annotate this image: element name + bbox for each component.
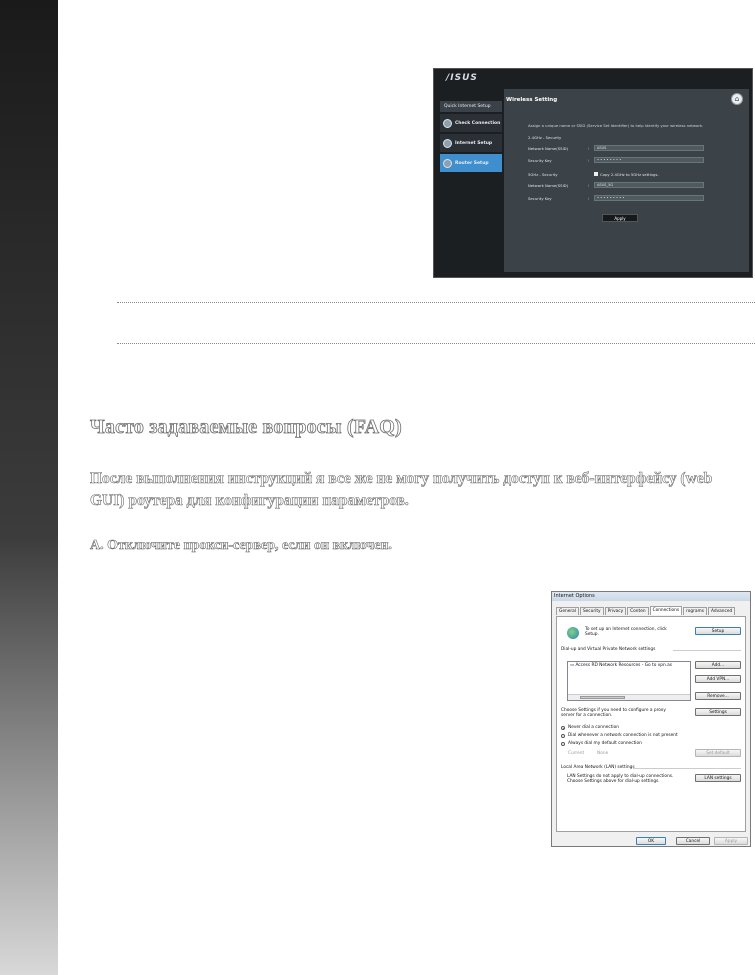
dialog-tabs (556, 607, 736, 615)
router-sidebar (440, 101, 502, 174)
add-button[interactable]: Add... (695, 661, 741, 669)
globe-icon (567, 627, 579, 639)
lan-header: Local Area Network (LAN) settings (561, 765, 635, 770)
dialup-header: Dial-up and Virtual Private Network settings (561, 647, 656, 652)
router-main-panel (504, 89, 749, 272)
tab-privacy[interactable]: Privacy (605, 607, 627, 615)
list-item[interactable] (570, 663, 672, 669)
current-label: Current (568, 751, 585, 756)
faq-question (90, 468, 755, 512)
ssid-5-input[interactable]: ASUS_5G (594, 182, 704, 188)
apply-dialog-button[interactable]: Apply (714, 837, 748, 845)
faq-question-line: После выполнения инструкций я все же не могу получить доступ к веб-интерфейсу (web (90, 470, 713, 487)
cancel-button[interactable]: Cancel (676, 837, 710, 845)
tab-general[interactable]: General (556, 607, 579, 615)
ok-button[interactable]: OK (636, 837, 666, 845)
tab-content[interactable]: Conten (627, 607, 648, 615)
asus-logo: /ISUS (446, 73, 478, 83)
key-5-label: Security Key (528, 196, 552, 201)
router-screenshot (433, 68, 753, 278)
key-24-row (528, 158, 728, 164)
radio-always-label: Always dial my default connection (568, 741, 642, 746)
ssid-5-label: Network Name(SSID) (528, 183, 569, 188)
current-value: None (597, 751, 609, 756)
internet-setup-icon (443, 139, 452, 148)
lan-text: LAN Settings do not apply to dial-up connections. (567, 774, 674, 779)
setup-text: Setup. (585, 632, 599, 637)
key-24-label: Security Key (528, 158, 552, 163)
router-sidebar-title: Quick Internet Setup (440, 101, 502, 112)
info-icon: ! (588, 158, 590, 163)
ssid-24-row (528, 146, 728, 152)
choose-settings-text: Choose Settings if you need to configure a proxy (561, 708, 666, 713)
band-24-label: 2.4GHz - Security (528, 135, 562, 140)
info-icon: ! (588, 196, 590, 201)
set-default-button[interactable]: Set default (695, 749, 741, 757)
nav-label: Check Connection (455, 120, 501, 126)
remove-button[interactable]: Remove... (695, 692, 741, 700)
choose-settings-text: server for a connection. (561, 713, 613, 718)
band-5-row (528, 172, 728, 178)
faq-question-line: GUI) роутера для конфигурации параметров. (90, 492, 409, 509)
nav-label: Router Setup (455, 160, 489, 166)
copy-settings-checkbox[interactable] (594, 172, 598, 176)
nav-router-setup[interactable] (440, 154, 502, 172)
setup-text: To set up an Internet connection, click (585, 627, 667, 632)
add-vpn-button[interactable]: Add VPN... (695, 675, 741, 683)
router-page-title: Wireless Setting (506, 97, 558, 103)
nav-internet-setup[interactable] (440, 134, 502, 152)
band-5-label: 5GHz - Security (528, 172, 558, 177)
scroll-thumb[interactable] (580, 696, 625, 699)
radio-whenever-label: Dial whenever a network connection is not present (568, 733, 678, 738)
ssid-5-row (528, 183, 728, 189)
info-icon: ! (588, 146, 590, 151)
radio-never-dial[interactable] (561, 726, 565, 730)
radio-never-label: Never dial a connection (568, 725, 619, 730)
dialog-title: Internet Options (552, 592, 750, 601)
connections-list[interactable] (567, 661, 691, 701)
copy-settings-label: Copy 2.4GHz to 5GHz settings. (600, 172, 659, 177)
nav-check-connection[interactable] (440, 114, 502, 132)
lan-settings-button[interactable]: LAN settings (695, 774, 741, 782)
band-24-header (528, 135, 728, 141)
key-5-input[interactable]: • • • • • • • • • (594, 195, 704, 201)
ssid-24-label: Network Name(SSID) (528, 146, 569, 151)
tab-advanced[interactable]: Advanced (708, 607, 735, 615)
horizontal-scrollbar[interactable] (568, 694, 690, 700)
radio-always-dial[interactable] (561, 742, 565, 746)
tab-programs[interactable]: rograms (683, 607, 707, 615)
home-icon[interactable]: ⌂ (731, 93, 743, 105)
tab-connections[interactable]: Connections (650, 606, 683, 615)
tab-security[interactable]: Security (580, 607, 604, 615)
internet-options-dialog (551, 591, 751, 847)
key-24-input[interactable]: • • • • • • • • (594, 157, 704, 163)
connections-panel (556, 616, 746, 832)
faq-answer-a: A. Отключите прокси-сервер, если он включен. (90, 538, 392, 553)
separator (633, 768, 741, 769)
radio-dial-whenever[interactable] (561, 734, 565, 738)
faq-heading: Часто задаваемые вопросы (FAQ) (90, 416, 402, 438)
router-description: Assign a unique name or SSID (Service Set Identifier) to help identify your wireless network. (528, 123, 704, 128)
apply-button[interactable]: Apply (602, 214, 638, 222)
nav-label: Internet Setup (455, 140, 493, 146)
network-icon: ▭ (570, 663, 576, 668)
lan-text: Choose Settings above for dial-up settings. (567, 779, 660, 784)
ssid-24-input[interactable]: ASUS (594, 145, 704, 151)
info-icon: ! (588, 183, 590, 188)
dotted-divider (117, 302, 755, 303)
router-setup-icon (443, 159, 452, 168)
separator (673, 650, 741, 651)
list-item-label: Access RD Network Resources - Go to vpn.as (575, 663, 672, 668)
key-5-row (528, 196, 728, 202)
settings-button[interactable]: Settings (695, 708, 741, 716)
page-edge-strip (0, 0, 58, 975)
dotted-divider (117, 343, 755, 344)
setup-button[interactable]: Setup (695, 627, 741, 635)
check-connection-icon (443, 119, 452, 128)
